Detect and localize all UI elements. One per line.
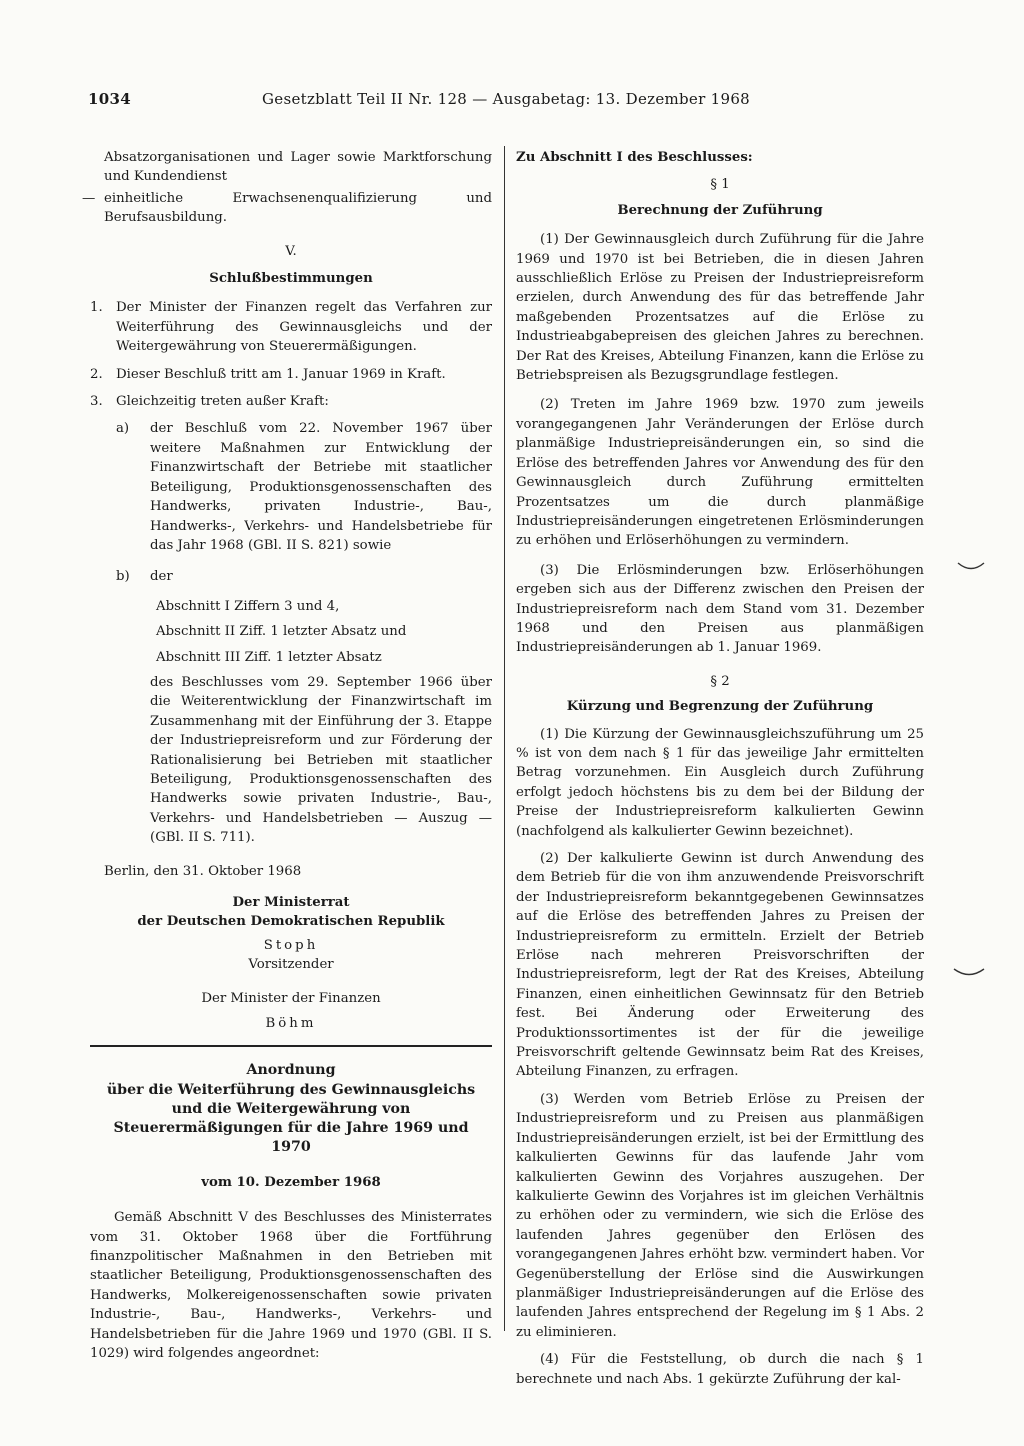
paragraph-title: Kürzung und Begrenzung der Zuführung <box>566 699 874 715</box>
item-number: 2. <box>90 366 103 382</box>
paragraph-text: (3) Werden vom Betrieb Erlöse zu Preisen der Industriepreisreform und zu Preisen aus planmäßigen Industriepreisänderungen erzielt, ist bei der Ermittlung des kalkulierten Gewinns für das laufende Jahr vom kalkulierten Gewinn des Vorjahres auszugehen. Der kalkulierte Gewinn des Vorjahres ist im gleichen Verhältnis zu erhöhen oder zu vermindern, wie sich die Erlöse des laufenden Jahres gegenüber den Erlösen des vorangegangenen Jahres erhöht bzw. vermindert haben. Vor Gegenüberstellung der Erlöse sind die Auswirkungen planmäßiger Industriepreisänderungen auf die Erlöse des laufenden Jahres entsprechend der Regelung im § 1 Abs. 2 zu eliminieren. <box>516 1091 924 1340</box>
item-text: Der Minister der Finanzen regelt das Verfahren zur Weiterführung des Gewinnausgleichs und der Weitergewährung von Steuerermäßigungen. <box>116 300 492 355</box>
ordinance-date: vom 10. Dezember 1968 <box>201 1174 381 1190</box>
place-date: Berlin, den 31. Oktober 1968 <box>104 863 302 879</box>
paragraph-number: § 2 <box>710 673 730 689</box>
paragraph-text: (2) Der kalkulierte Gewinn ist durch Anwendung des dem Betrieb für die von ihm anzuwendende Preisvorschrift der Industriepreisreform bekanntgegebenen Gewinnsatzes auf die Erlöse des betreffenden Jahres zu Preisen der Industriepreisreform zu ermitteln. Erzielt der Betrieb Erlöse nach mehreren Preisvorschriften der Industriepreisreform, legt der Rat des Kreises, Abteilung Finanzen, einen einheitlichen Gewinnsatz für den Betrieb fest. Bei Änderung oder Erweiterung des Produktionssortimentes ist der für die jeweilige Preisvorschrift geltende Gewinnsatz beim Rat des Kreises, Abteilung Finanzen, zu erfragen. <box>516 851 924 1080</box>
abschnitt-line: Abschnitt III Ziff. 1 letzter Absatz <box>156 649 382 665</box>
abschnitt-line: Abschnitt II Ziff. 1 letzter Absatz und <box>156 624 407 640</box>
ordinance-intro: Gemäß Abschnitt V des Beschlusses des Ministerrates vom 31. Oktober 1968 über die Fortführung finanzpolitischer Maßnahmen in den Betrieben mit staatlicher Beteiligung, Produktionsgenossenschaften des Handwerks, Molkereigenossenschaften sowie privaten Industrie-, Bau-, Handwerks-, Verkehrs- und Handelsbetrieben für die Jahre 1969 und 1970 (GBl. II S. 1029) wird folgendes angeordnet: <box>90 1210 492 1362</box>
section-heading: Schlußbestimmungen <box>209 271 373 287</box>
section-number: V. <box>285 243 297 259</box>
dash-mark: — <box>82 190 96 206</box>
paragraph-text: (3) Die Erlösminderungen bzw. Erlöserhöhungen ergeben sich aus der Differenz zwischen den Preisen der Industriepreisreform nach dem Stand vom 31. Dezember 1968 und den Preisen aus planmäßigen Industriepreisänderungen ab 1. Januar 1969. <box>516 562 924 656</box>
sub-letter: a) <box>116 421 130 437</box>
paragraph-text: (1) Der Gewinnausgleich durch Zuführung für die Jahre 1969 und 1970 ist bei Betrieben, die in diesen Jahren ausschließlich Erlöse zu Preisen der Industriepreisreform erzielen, durch Anwendung des für das betreffende Jahr maßgebenden Prozentsatzes auf die Erlöse zu Industrieabgabepreisen des gleichen Jahres zu berechnen. Der Rat des Kreises, Abteilung Finanzen, kann die Erlöse zu Betriebspreisen als Bezugsgrundlage festlegen. <box>516 232 924 384</box>
list-item <box>90 298 492 356</box>
abschnitt-line: Abschnitt I Ziffern 3 und 4, <box>156 598 340 614</box>
paragraph-title: Berechnung der Zuführung <box>617 202 823 218</box>
continued-text: Absatzorganisationen und Lager sowie Marktforschung und Kundendienst <box>104 150 492 185</box>
right-column <box>516 148 924 1389</box>
list-item <box>90 365 492 384</box>
paragraph-number: § 1 <box>710 177 730 193</box>
paragraph-text: (4) Für die Feststellung, ob durch die nach § 1 berechnete und nach Abs. 1 gekürzte Zuführung der kal- <box>516 1352 924 1387</box>
left-column <box>82 148 492 1364</box>
signature-organization-2: der Deutschen Demokratischen Republik <box>137 914 445 930</box>
sub-item-a <box>116 419 492 555</box>
running-title: Gesetzblatt Teil II Nr. 128 — Ausgabetag: 13. Dezember 1968 <box>262 90 751 108</box>
paragraph-text: (2) Treten im Jahre 1969 bzw. 1970 zum jeweils vorangegangenen Jahr Veränderungen der Erlöse durch planmäßige Industriepreisänderungen ein, so sind die Erlöse des betreffenden Jahres vor Anwendung des für den Gewinnausgleich durch Zuführung ermittelten Prozentsatzes um die durch planmäßige Industriepreisänderungen eingetretenen Erlösminderungen zu erhöhen und Erlöserhöhungen zu vermindern. <box>516 397 924 549</box>
item-text: Dieser Beschluß tritt am 1. Januar 1969 in Kraft. <box>116 366 446 382</box>
dash-item-text: einheitliche Erwachsenenqualifizierung und Berufsausbildung. <box>104 190 492 226</box>
item-number: 3. <box>90 394 103 410</box>
sub-text: der <box>150 569 173 585</box>
sub-item-b <box>116 567 492 586</box>
horizontal-rule <box>90 1045 492 1047</box>
margin-mark <box>952 966 986 980</box>
item-text: Gleichzeitig treten außer Kraft: <box>116 394 329 410</box>
signature-organization: Der Ministerrat <box>232 895 350 910</box>
abschnitt-list <box>156 597 492 667</box>
page-number: 1034 <box>88 90 131 108</box>
sub-letter: b) <box>116 569 130 585</box>
signatory-name-2: Böhm <box>265 1016 317 1032</box>
section-heading: Zu Abschnitt I des Beschlusses: <box>516 150 753 165</box>
dash-item <box>82 189 492 228</box>
item-number: 1. <box>90 300 103 316</box>
ordinance-title: Anordnung <box>246 1062 336 1079</box>
sub-text: der Beschluß vom 22. November 1967 über weitere Maßnahmen zur Entwicklung der Finanzwirtschaft der Betriebe mit staatlicher Beteiligung, Produktionsgenossenschaften des Handwerks, privaten Industrie-, Bau-, Handwerks-, Verkehrs- und Handelsbetriebe für das Jahr 1968 (GBl. II S. 821) sowie <box>150 421 492 553</box>
signatory-name: Stoph <box>263 937 319 953</box>
list-item <box>90 392 492 411</box>
paragraph-text: (1) Die Kürzung der Gewinnausgleichszuführung um 25 % ist von dem nach § 1 für das jeweilige Jahr ermittelten Betrag vorzunehmen. Ein Ausgleich durch Zuführung erfolgt jedoch höchstens bis zu dem bei der Bildung der Preise der Industriepreisreform kalkulierten Gewinn (nachfolgend als kalkulierter Gewinn bezeichnet). <box>516 726 924 839</box>
sub-b-continuation: des Beschlusses vom 29. September 1966 über die Weiterentwicklung der Finanzwirtschaft im Zusammenhang mit der Einführung der 3. Etappe der Industriepreisreform und zur Förderung der Rationalisierung bei Betrieben mit staatlicher Beteiligung, Produktionsgenossenschaften des Handwerks sowie privaten Industrie-, Bau-, Verkehrs- und Handelsbetrieben — Auszug — (GBl. II S. 711). <box>150 674 492 846</box>
signatory-role-2: Der Minister der Finanzen <box>201 990 381 1006</box>
column-divider <box>504 146 505 1331</box>
margin-mark <box>956 560 986 574</box>
signatory-role: Vorsitzender <box>248 957 334 973</box>
ordinance-subtitle: über die Weiterführung des Gewinnausgleichs und die Weitergewährung von Steuerermäßigungen für die Jahre 1969 und 1970 <box>106 1081 476 1155</box>
